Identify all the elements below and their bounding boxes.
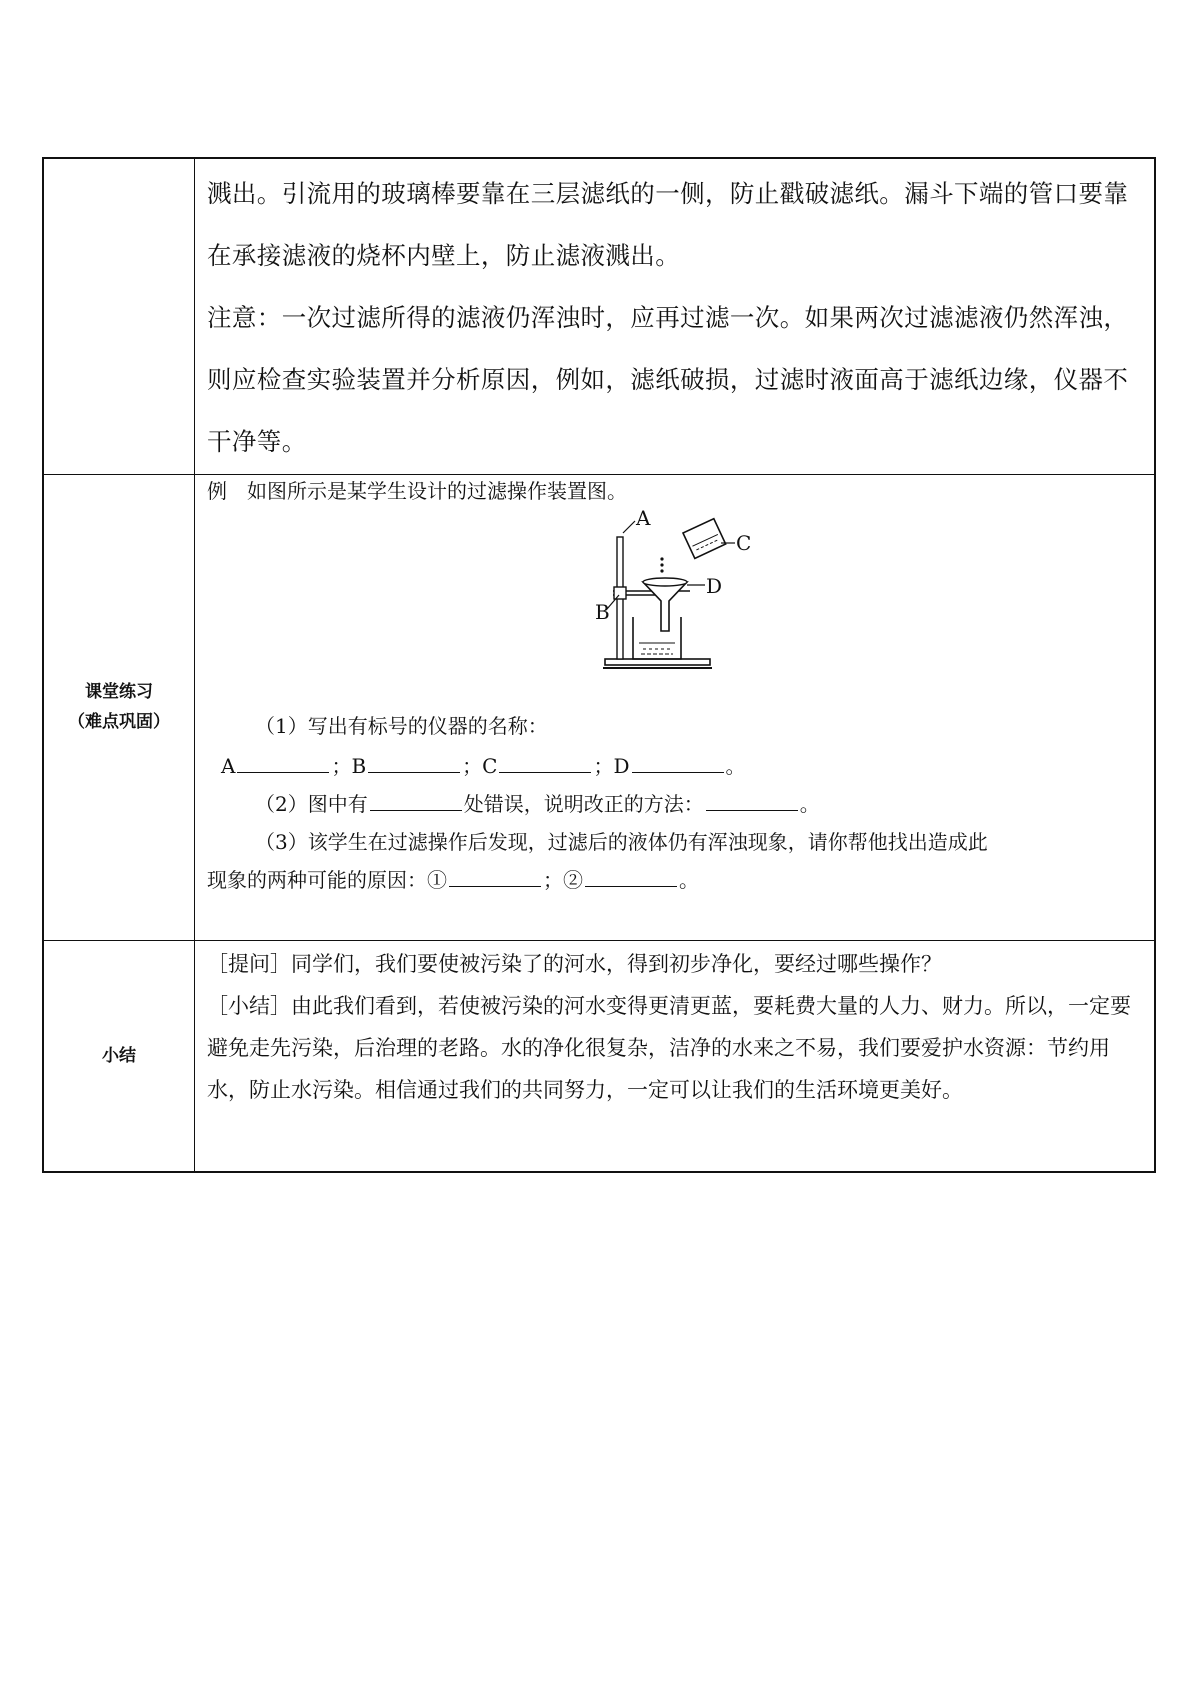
funnel-rim — [643, 578, 687, 586]
content-cell — [195, 158, 1156, 474]
question-3-line1: （3）该学生在过滤操作后发现，过滤后的液体仍有浑浊现象，请你帮他找出造成此 — [255, 829, 988, 854]
reason-blank-2[interactable] — [585, 885, 677, 887]
table-row — [43, 158, 1155, 474]
answer-blank-d[interactable] — [632, 771, 724, 773]
paragraph-note: 注意：一次过滤所得的滤液仍浑浊时，应再过滤一次。如果两次过滤滤液仍然浑浊，则应检查实验装置并分析原因，例如，滤纸破损，过滤时液面高于滤纸边缘，仪器不干净等。 — [207, 303, 1129, 456]
content-cell — [195, 940, 1156, 1172]
question-2: （2）图中有 处错误，说明改正的方法： 。 — [255, 791, 820, 816]
label-practice: 课堂练习 — [85, 682, 153, 702]
filtration-notes — [195, 159, 1154, 473]
row-label-empty — [43, 158, 195, 474]
question-1-answers: A ；B ；C ；D 。 — [221, 753, 746, 778]
question-3-line2: 现象的两种可能的原因：① ；② 。 — [207, 867, 699, 892]
label-consolidation: （难点巩固） — [68, 712, 170, 732]
example-section — [195, 475, 1154, 899]
lesson-table — [42, 157, 1156, 1173]
error-count-blank[interactable] — [370, 809, 462, 811]
table-row — [43, 940, 1155, 1172]
table-row — [43, 474, 1155, 940]
answer-blank-c[interactable] — [499, 771, 591, 773]
clamp — [614, 587, 626, 599]
label-b: B — [595, 599, 610, 624]
example-intro: 例 如图所示是某学生设计的过滤操作装置图。 — [207, 478, 627, 503]
filtration-apparatus-diagram — [595, 509, 795, 679]
summary-section — [195, 941, 1154, 1111]
row-label-summary: 小结 — [43, 940, 195, 1172]
question-1: （1）写出有标号的仪器的名称： — [255, 713, 548, 738]
paragraph-filtration-technique: 溅出。引流用的玻璃棒要靠在三层滤纸的一侧，防止戳破滤纸。漏斗下端的管口要靠在承接滤液的烧杯内壁上，防止滤液溅出。 — [207, 179, 1129, 270]
correction-blank[interactable] — [706, 809, 798, 811]
summary-text: ［小结］由此我们看到，若使被污染的河水变得更清更蓝，要耗费大量的人力、财力。所以，一定要避免走先污染，后治理的老路。水的净化很复杂，洁净的水来之不易，我们要爱护水资源：节约用水，防止水污染。相信通过我们的共同努力，一定可以让我们的生活环境更美好。 — [207, 993, 1131, 1102]
answer-blank-b[interactable] — [368, 771, 460, 773]
reason-blank-1[interactable] — [449, 885, 541, 887]
tilted-beaker — [683, 518, 726, 558]
stand-base — [605, 659, 710, 665]
beaker — [633, 617, 681, 659]
answer-blank-a[interactable] — [237, 771, 329, 773]
filtration-apparatus-figure — [207, 507, 1142, 707]
label-a: A — [636, 508, 651, 530]
label-d: D — [706, 573, 723, 598]
label-c: C — [736, 530, 752, 555]
row-label-practice — [43, 474, 195, 940]
summary-question: ［提问］同学们，我们要使被污染了的河水，得到初步净化，要经过哪些操作？ — [207, 951, 942, 976]
content-cell — [195, 474, 1156, 940]
